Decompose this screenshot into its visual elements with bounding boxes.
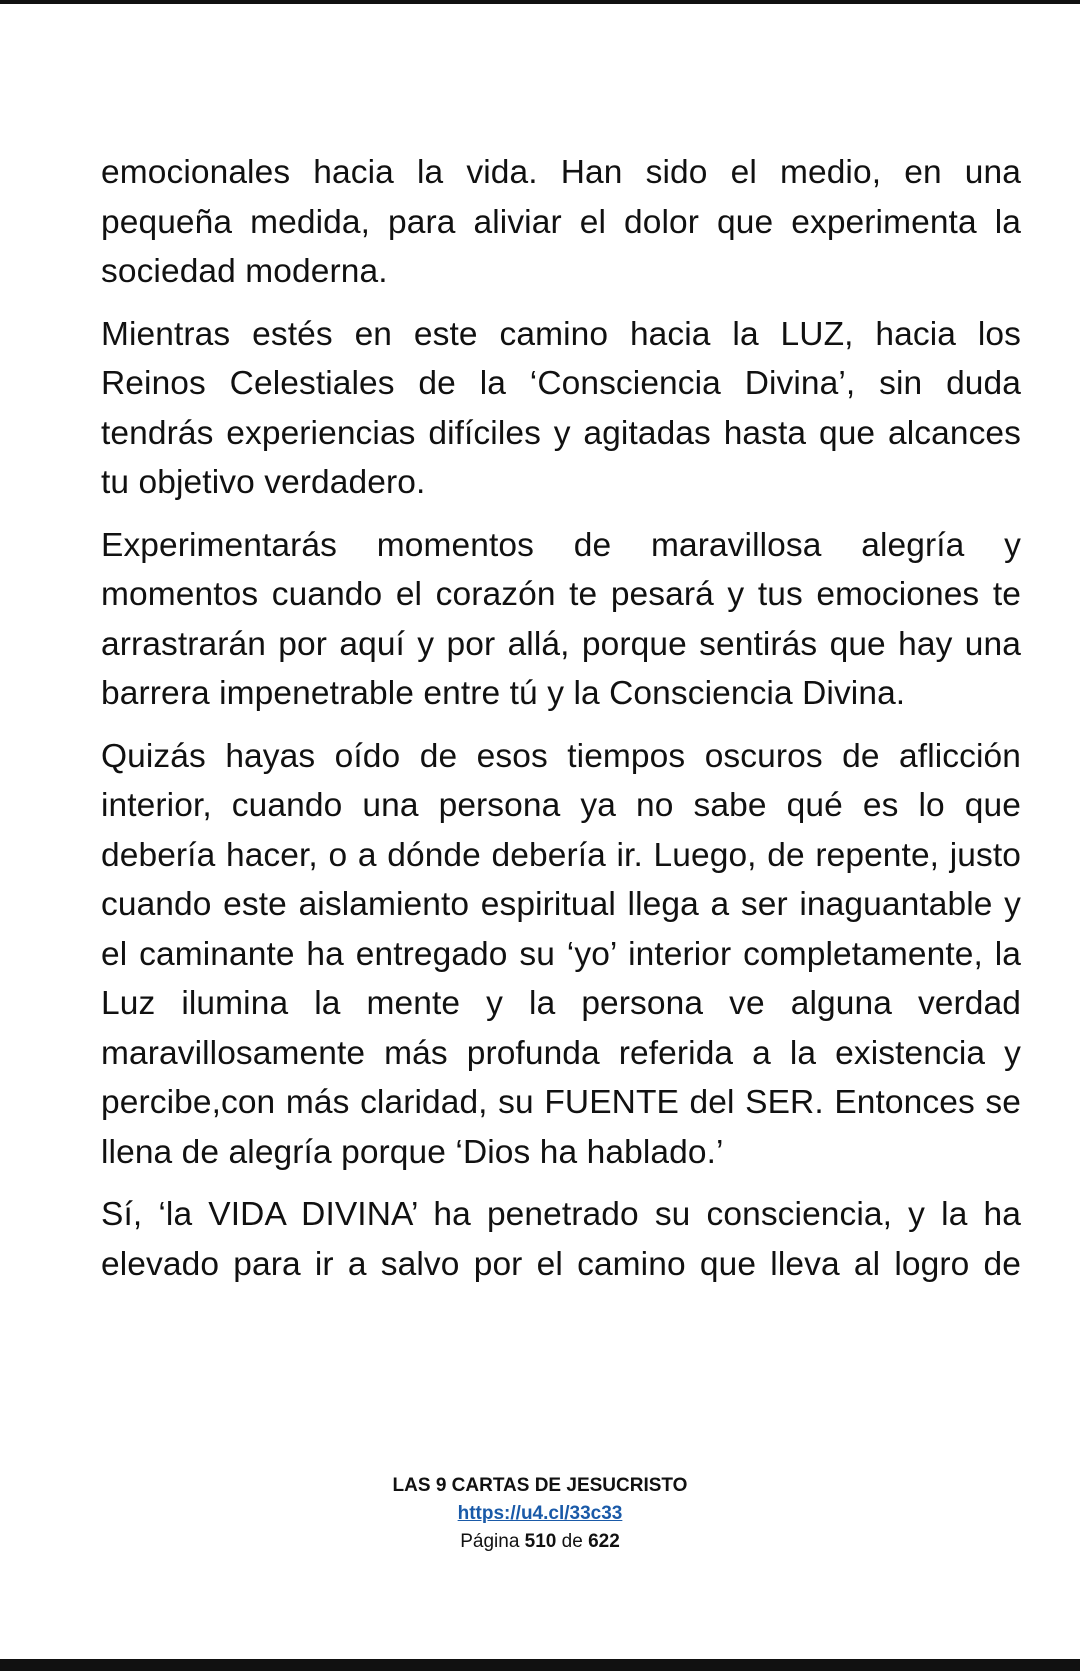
paragraph-1: emocionales hacia la vida. Han sido el medio, en una pequeña medida, para aliviar el dolor que experimenta la sociedad moderna. <box>101 154 1021 290</box>
book-link[interactable]: https://u4.cl/33c33 <box>457 1503 623 1524</box>
page-current: 510 <box>524 1531 557 1552</box>
paragraph-4: Quizás hayas oído de esos tiempos oscuros de aflicción interior, cuando una persona ya no sabe qué es lo que debería hacer, o a dónde debería ir. Luego, de repente, justo cuando este aislamiento espiritual llega a ser inaguantable y el caminante ha entregado su ‘yo’ interior completamente, la Luz ilumina la mente y la persona ve alguna verdad maravillosamente más profunda referida a la existencia y percibe,con más claridad, su FUENTE del SER. Entonces se llena de alegría porque ‘Dios ha hablado.’ <box>101 737 1021 1171</box>
page-body <box>101 148 1021 1302</box>
paragraph-2: Mientras estés en este camino hacia la LUZ, hacia los Reinos Celestiales de la ‘Consciencia Divina’, sin duda tendrás experiencias difíciles y agitadas hasta que alcances tu objetivo verdadero. <box>101 315 1021 501</box>
page-total: 622 <box>588 1531 620 1552</box>
paragraph-5: Sí, ‘la VIDA DIVINA’ ha penetrado su consciencia, y la ha elevado para ir a salvo por el camino que lleva al logro de <box>101 1196 1021 1283</box>
top-border <box>0 0 1080 4</box>
bottom-border <box>0 1659 1080 1671</box>
page-label: Página <box>460 1531 520 1552</box>
paragraph-3: Experimentarás momentos de maravillosa alegría y momentos cuando el corazón te pesará y tus emociones te arrastrarán por aquí y por allá, porque sentirás que hay una barrera impenetrable entre tú y la Consciencia Divina. <box>101 526 1021 712</box>
page-footer <box>0 1472 1080 1556</box>
page-of: de <box>561 1531 583 1552</box>
page-number <box>0 1528 1080 1556</box>
book-title: LAS 9 CARTAS DE JESUCRISTO <box>392 1475 688 1496</box>
